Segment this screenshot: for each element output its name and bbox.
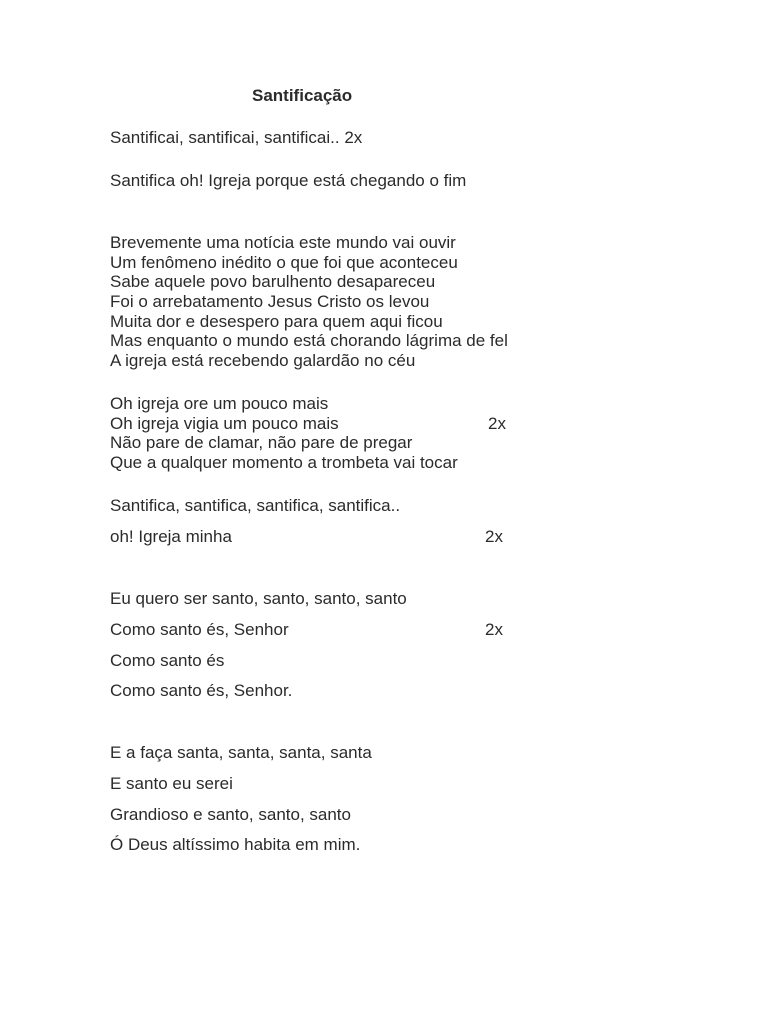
intro-line: Santifica oh! Igreja porque está chegando o fim: [110, 171, 467, 190]
repeat-marker: 2x: [485, 527, 503, 546]
verse-line: Mas enquanto o mundo está chorando lágrima de fel: [110, 331, 508, 350]
verse-line: Foi o arrebatamento Jesus Cristo os levou: [110, 292, 430, 311]
bridge-line: E a faça santa, santa, santa, santa: [110, 743, 372, 762]
page-title: Santificação: [252, 86, 353, 105]
chorus-line: Santifica, santifica, santifica, santifica..: [110, 496, 401, 515]
chorus-line: Oh igreja ore um pouco mais: [110, 394, 329, 413]
verse-line: Brevemente uma notícia este mundo vai ouvir: [110, 233, 456, 252]
bridge-line: Como santo és, Senhor.: [110, 681, 293, 700]
chorus-line: Que a qualquer momento a trombeta vai tocar: [110, 453, 458, 472]
repeat-marker: 2x: [488, 414, 506, 433]
verse-line: Um fenômeno inédito o que foi que aconteceu: [110, 253, 458, 272]
verse-line: A igreja está recebendo galardão no céu: [110, 351, 416, 370]
bridge-line: Ó Deus altíssimo habita em mim.: [110, 835, 361, 854]
chorus-line: Oh igreja vigia um pouco mais: [110, 414, 339, 433]
bridge-line: Grandioso e santo, santo, santo: [110, 805, 351, 824]
chorus-line: oh! Igreja minha: [110, 527, 232, 546]
bridge-line: E santo eu serei: [110, 774, 233, 793]
repeat-marker: 2x: [485, 620, 503, 639]
verse-line: Sabe aquele povo barulhento desapareceu: [110, 272, 436, 291]
verse-line: Muita dor e desespero para quem aqui ficou: [110, 312, 443, 331]
chorus-line: Não pare de clamar, não pare de pregar: [110, 433, 413, 452]
intro-line: Santificai, santificai, santificai.. 2x: [110, 128, 363, 147]
bridge-line: Eu quero ser santo, santo, santo, santo: [110, 589, 407, 608]
bridge-line: Como santo és, Senhor: [110, 620, 289, 639]
bridge-line: Como santo és: [110, 651, 225, 670]
